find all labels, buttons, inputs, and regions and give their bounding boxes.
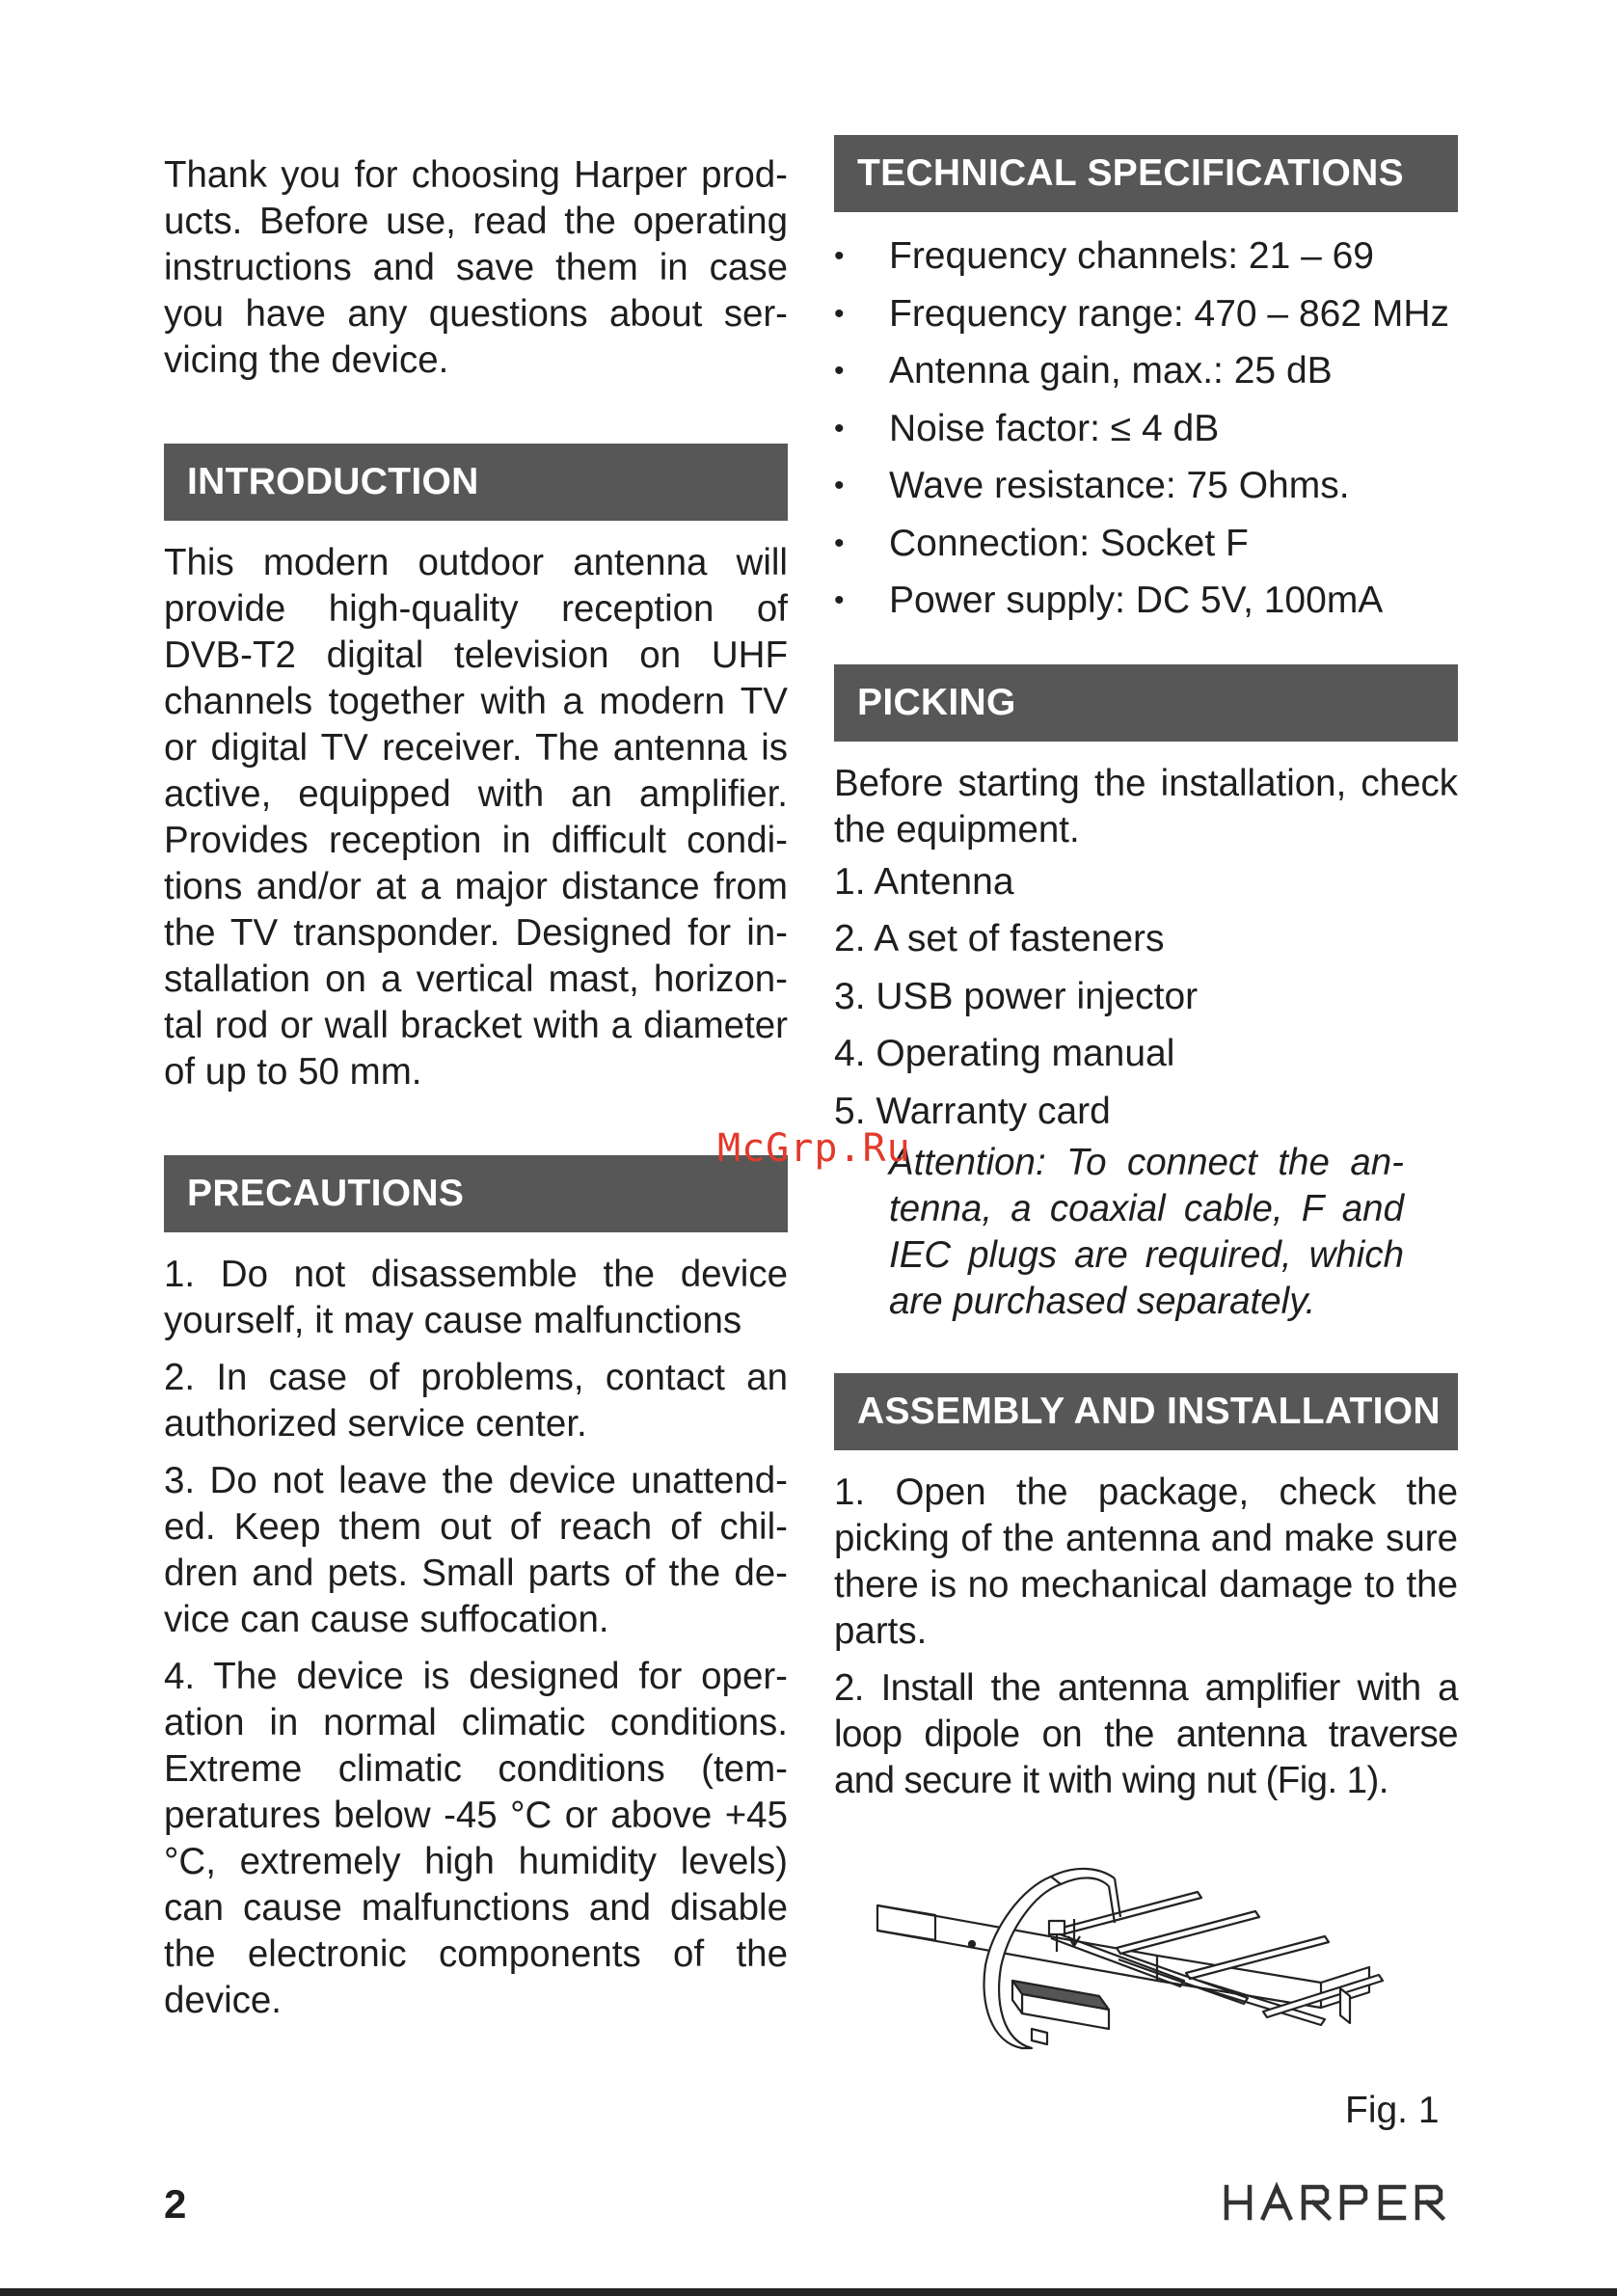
introduction-text: This modern outdoor antenna will provide high-quality reception of DVB-T2 digital television on UHF channels together with a modern TV or digital TV receiver. The antenna is active, equipped with an amplifier. Provides reception in difficult condi-tions and/or at a major distance from the TV transponder. Designed for in-stallation on a vertical mast, horizon-tal rod or wall bracket with a diameter of up to 50 mm. — [164, 542, 788, 1093]
picking-header: PICKING — [834, 664, 1458, 742]
attention-note: Attention: To connect the an-tenna, a coaxial cable, F and IEC plugs are required, which are purchased separately. — [889, 1142, 1404, 1322]
picking-item: 4. Operating manual — [834, 1033, 1175, 1074]
picking-item: 1. Antenna — [834, 860, 1014, 903]
precaution-item: 4. The device is designed for oper-ation in normal climatic conditions. Extreme climatic conditions (tem-peratures below -45 °C or above +45 °C, extremely high humidity levels) can cause malfunctions and disable the electronic components of the device. — [164, 1656, 788, 2021]
precaution-item: 3. Do not leave the device unattend-ed. Keep them out of reach of chil-dren and pets. Small parts of the de-vice can cause suffocation. — [164, 1460, 788, 1640]
precaution-item: 2. In case of problems, contact an authorized service center. — [164, 1357, 788, 1445]
picking-item: 2. A set of fasteners — [834, 918, 1165, 959]
specs-header: TECHNICAL SPECIFICATIONS — [834, 135, 1458, 212]
precaution-item: 1. Do not disassemble the device yourself, it may cause malfunctions — [164, 1254, 788, 1341]
intro-paragraph: Thank you for choosing Harper prod-ucts. Before use, read the operating instructions and save them in case you have any questions about ser-vicing the device. — [164, 154, 788, 381]
page-number: 2 — [164, 2181, 187, 2227]
watermark: McGrp.Ru — [717, 1126, 911, 1171]
picking-list — [834, 853, 1458, 1141]
brand-logo — [1221, 2181, 1452, 2228]
right-column — [834, 135, 1458, 1804]
picking-item: 3. USB power injector — [834, 975, 1199, 1017]
bottom-rule — [0, 2288, 1617, 2296]
specs-list — [834, 228, 1458, 630]
spec-item: • Noise factor: ≤ 4 dB — [834, 407, 1220, 449]
assembly-step-2: 2. Install the antenna amplifier with a loop dipole on the antenna traverse and secure it with wing nut (Fig. 1). — [834, 1667, 1458, 1801]
spec-item: • Frequency channels: 21 – 69 — [834, 235, 1375, 277]
picking-intro: Before starting the installation, check the equipment. — [834, 762, 1458, 851]
figure-caption: Fig. 1 — [1345, 2090, 1440, 2131]
spec-item: • Antenna gain, max.: 25 dB — [834, 350, 1333, 392]
spec-item: • Frequency range: 470 – 862 MHz — [834, 292, 1450, 335]
picking-item: 5. Warranty card — [834, 1090, 1111, 1132]
spec-item: • Power supply: DC 5V, 100mA — [834, 580, 1384, 621]
introduction-header: INTRODUCTION — [164, 444, 788, 521]
spec-item: • Wave resistance: 75 Ohms. — [834, 465, 1350, 506]
assembly-header: ASSEMBLY AND INSTALLATION — [834, 1373, 1458, 1450]
assembly-step-1: 1. Open the package, check the picking of the antenna and make sure there is no mechanical damage to the parts. — [834, 1472, 1458, 1652]
spec-item: • Connection: Socket F — [834, 522, 1249, 564]
precautions-header: PRECAUTIONS — [164, 1155, 788, 1232]
antenna-figure — [868, 1859, 1427, 2062]
harper-logo-icon — [1221, 2181, 1452, 2224]
left-column — [164, 152, 788, 2024]
